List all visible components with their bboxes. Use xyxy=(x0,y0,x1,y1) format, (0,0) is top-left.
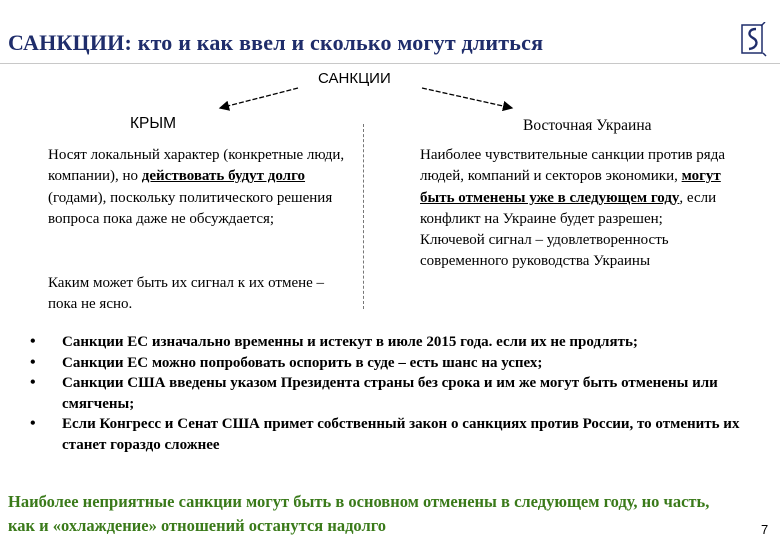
crimea-paragraph xyxy=(48,145,348,230)
bullet-icon: • xyxy=(30,374,36,391)
column-divider xyxy=(363,124,364,309)
page-title: САНКЦИИ: кто и как ввел и сколько могут длиться xyxy=(8,30,544,55)
list-item-text: Санкции ЕС можно попробовать оспорить в суде – есть шанс на успех; xyxy=(62,354,543,371)
east-text-b: , если конфликт на Украине будет разрешен; xyxy=(420,189,717,227)
branch-arrows xyxy=(0,0,780,130)
crimea-heading: КРЫМ xyxy=(130,115,177,132)
east-emphasis: могут быть отменены уже в следующем году xyxy=(420,168,721,206)
bullet-list xyxy=(30,332,740,455)
arrow-left xyxy=(220,88,298,108)
list-item xyxy=(30,373,740,414)
list-item xyxy=(30,332,740,353)
bullet-icon: • xyxy=(30,415,36,432)
conclusion-text: Наиболее неприятные санкции могут быть в основном отменены в следующем году, но часть, как и «охлаждение» отношений останутся надолго xyxy=(8,492,710,535)
sanctions-label: САНКЦИИ xyxy=(318,70,391,87)
list-item xyxy=(30,414,740,455)
page-number: 7 xyxy=(761,522,769,537)
crimea-text-b: (годами), поскольку политического решения вопроса пока даже не обсуждается; xyxy=(48,189,333,227)
east-ukraine-heading: Восточная Украина xyxy=(523,117,652,134)
list-item-text: Санкции США введены указом Президента страны без срока и им же могут быть отменены или смягчены; xyxy=(62,375,718,412)
arrow-right xyxy=(422,88,512,108)
east-text-a: Наиболее чувствительные санкции против ряда людей, компаний и секторов экономики, xyxy=(420,147,725,185)
bullet-icon: • xyxy=(30,333,36,350)
list-item xyxy=(30,353,740,374)
crimea-emphasis: действовать будут долго xyxy=(141,168,306,185)
crimea-signal-paragraph: Каким может быть их сигнал к их отмене – пока не ясно. xyxy=(48,275,325,313)
crimea-text-a: Носят локальный характер (конкретные люди, компании), но xyxy=(48,147,345,185)
bullet-icon: • xyxy=(30,353,36,371)
east-ukraine-paragraph xyxy=(420,145,740,273)
list-item-text: Санкции ЕС изначально временны и истекут в июле 2015 года. если их не продлять; xyxy=(62,334,638,350)
list-item-text: Если Конгресс и Сенат США примет собственный закон о санкциях против России, то отменить их станет гораздо сложнее xyxy=(62,416,740,453)
east-signal: Ключевой сигнал – удовлетворенность современного руководства Украины xyxy=(420,232,669,270)
